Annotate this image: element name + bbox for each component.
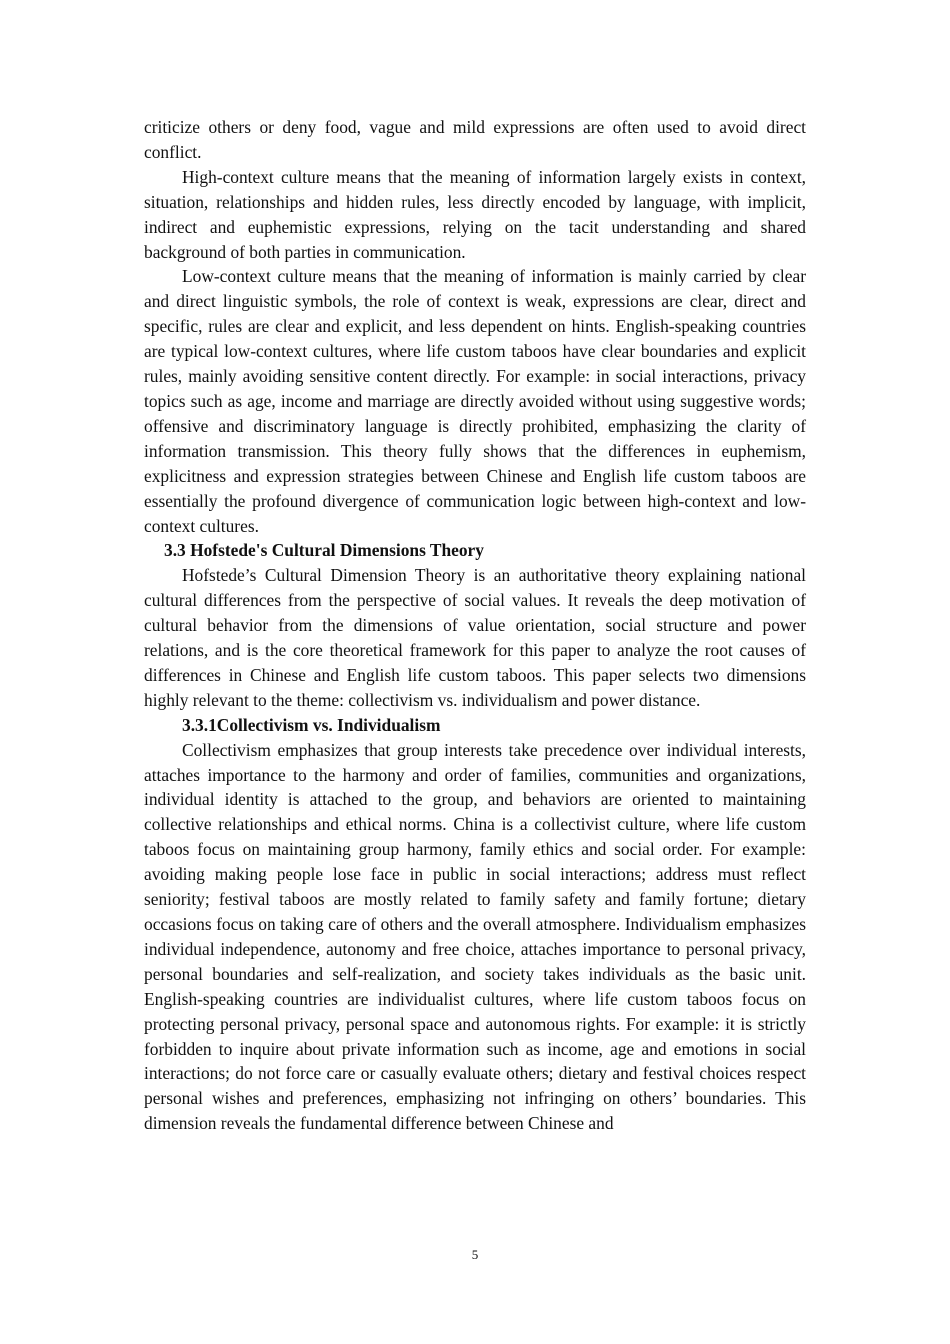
- section-heading-3-3: 3.3 Hofstede's Cultural Dimensions Theory: [164, 540, 484, 561]
- paragraph-low-context: Low-context culture means that the meaning of information is mainly carried by clear and direct linguistic symbols, the role of context is weak, expressions are clear, direct and specific, rules are clear and explicit, and less dependent on hints. English-speaking countries are typical low-context cultures, where life custom taboos have clear boundaries and explicit rules, mainly avoiding sensitive content directly. For example: in social interactions, privacy topics such as age, income and marriage are directly avoided without using suggestive words; offensive and discriminatory language is directly prohibited, emphasizing the clarity of information transmission. This theory fully shows that the differences in euphemism, explicitness and expression strategies between Chinese and English life custom taboos are essentially the profound divergence of communication logic between high-context and low-context cultures.: [144, 266, 806, 536]
- paragraph-high-context: High-context culture means that the meaning of information largely exists in context, situation, relationships and hidden rules, less directly encoded by language, with implicit, indirect and euphemistic expressions, relying on the tacit understanding and shared background of both parties in communication.: [144, 166, 806, 262]
- document-page: [144, 115, 806, 1136]
- paragraph-collectivism: Collectivism emphasizes that group interests take precedence over individual interests, attaches importance to the harmony and order of families, communities and organizations, individual identity is attached to the group, and behaviors are oriented to maintaining collective relationships and ethical norms. China is a collectivist culture, where life custom taboos focus on maintaining group harmony, family ethics and social order. For example: avoiding making people lose face in public in social interactions; address must reflect seniority; festival taboos are mostly related to family safety and family fortune; dietary occasions focus on taking care of others and the overall atmosphere. Individualism emphasizes individual independence, autonomy and free choice, attaches importance to personal privacy, personal boundaries and self-realization, and society takes individuals as the basic unit. English-speaking countries are individualist cultures, where life custom taboos focus on protecting personal privacy, personal space and autonomous rights. For example: it is strictly forbidden to inquire about private information such as income, age and emotions in social interactions; do not force care or casually evaluate others; dietary and festival choices respect personal wishes and preferences, emphasizing not infringing on others’ boundaries. This dimension reveals the fundamental difference between Chinese and: [144, 739, 806, 1134]
- paragraph-continuation: criticize others or deny food, vague and mild expressions are often used to avoid direct conflict.: [144, 117, 806, 162]
- subsection-heading-3-3-1: 3.3.1Collectivism vs. Individualism: [182, 714, 441, 735]
- paragraph-hofstede: Hofstede’s Cultural Dimension Theory is an authoritative theory explaining national cultural differences from the perspective of social values. It reveals the deep motivation of cultural behavior from the dimensions of value orientation, social structure and power relations, and is the core theoretical framework for this paper to analyze the root causes of differences in Chinese and English life custom taboos. This paper selects two dimensions highly relevant to the theme: collectivism vs. individualism and power distance.: [144, 565, 806, 710]
- page-number: 5: [471, 1247, 479, 1262]
